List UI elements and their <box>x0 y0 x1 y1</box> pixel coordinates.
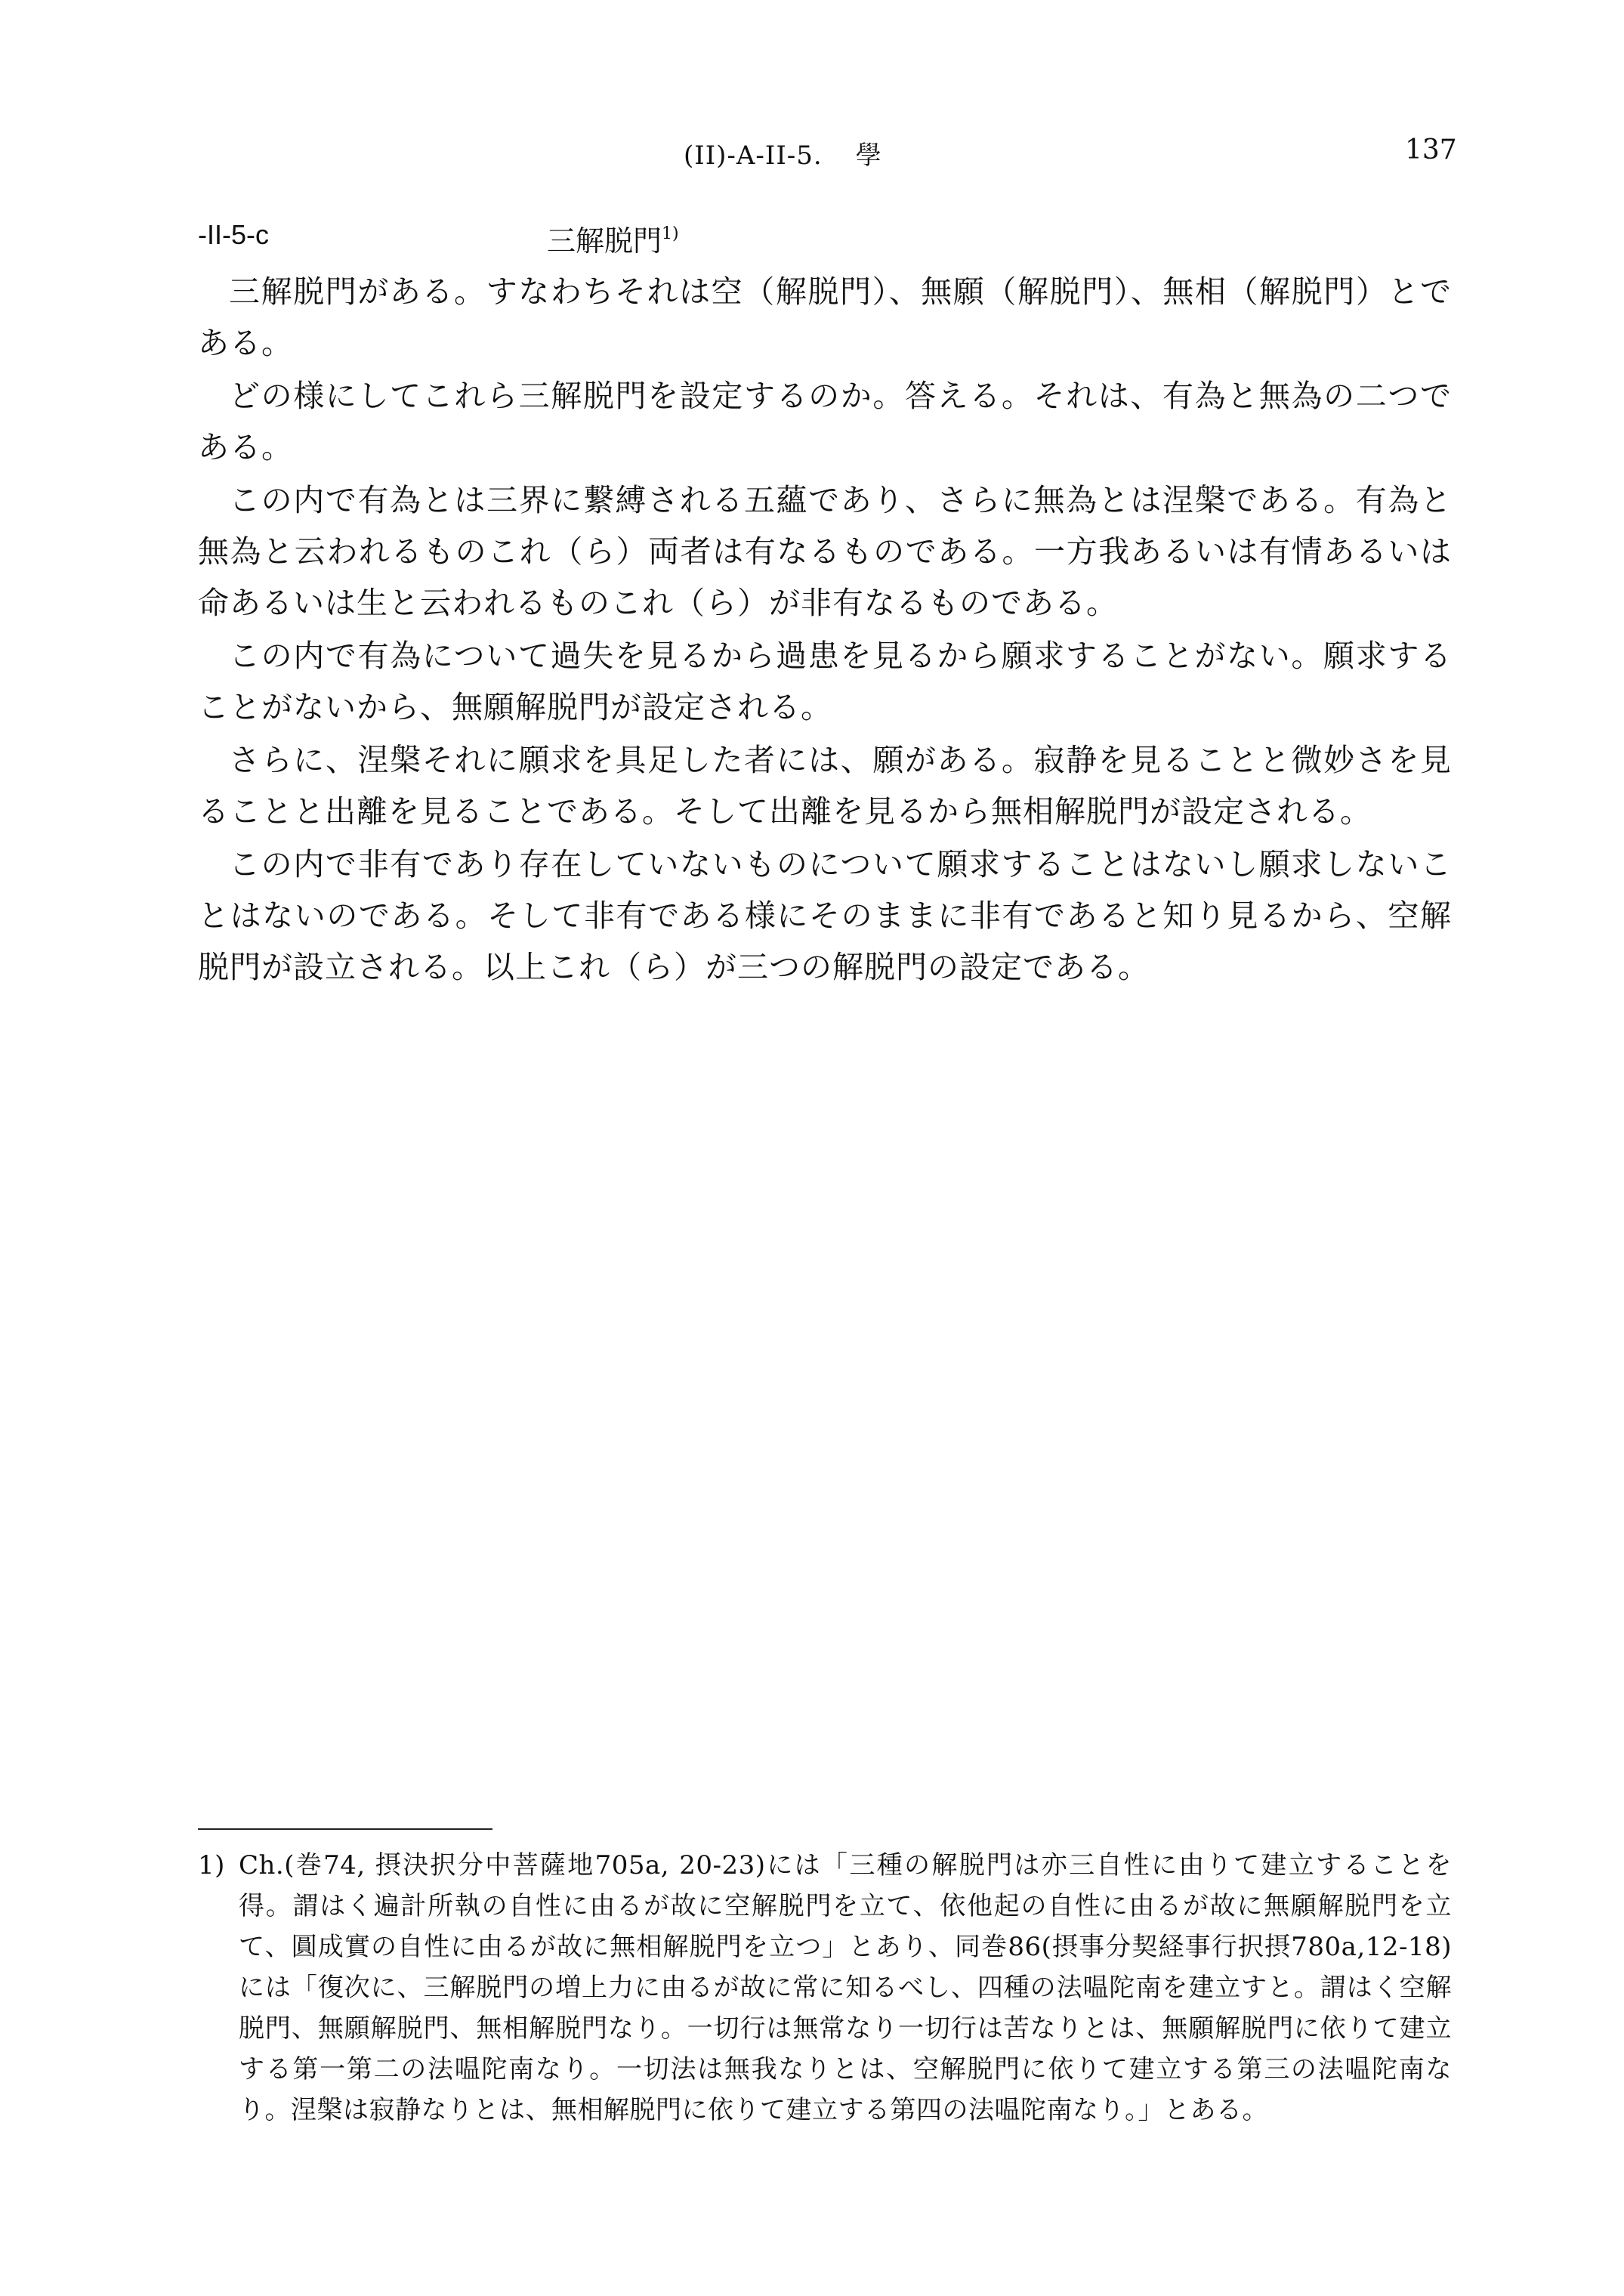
running-header <box>684 134 882 172</box>
footnote-divider <box>198 1828 492 1830</box>
footnote <box>198 1845 1452 2131</box>
section-code: -II-5-c <box>198 219 269 250</box>
section-title <box>547 218 679 259</box>
section-title-text: 三解脱門 <box>547 224 662 258</box>
paragraph: この内で有為とは三界に繋縛される五蘊であり、さらに無為とは涅槃である。有為と無為と云われるものこれ（ら）両者は有なるものである。一方我あるいは有情あるいは命あるいは生と云われるものこれ（ら）が非有なるものである。 <box>198 482 1452 621</box>
paragraph: この内で有為について過失を見るから過患を見るから願求することがない。願求することがないから、無願解脱門が設定される。 <box>198 638 1452 725</box>
paragraph: さらに、涅槃それに願求を具足した者には、願がある。寂静を見ることと微妙さを見ることと出離を見ることである。そして出離を見るから無相解脱門が設定される。 <box>198 742 1452 830</box>
footnote-text: Ch.(巻74, 摂決択分中菩薩地705a, 20-23)には「三種の解脱門は亦三自性に由りて建立することを得。謂はく遍計所執の自性に由るが故に空解脱門を立て、依他起の自性に由るが故に無願解脱門を立て、圓成實の自性に由るが故に無相解脱門を立つ」とあり、同巻86(摂事分契経事行択摂780a,12-18)には「復次に、三解脱門の増上力に由るが故に常に知るべし、四種の法嗢陀南を建立すと。謂はく空解脱門、無願解脱門、無相解脱門なり。一切行は無常なり一切行は苦なりとは、無願解脱門に依りて建立する第一第二の法嗢陀南なり。一切法は無我なりとは、空解脱門に依りて建立する第三の法嗢陀南なり。涅槃は寂静なりとは、無相解脱門に依りて建立する第四の法嗢陀南なり。」とある。 <box>239 1850 1452 2125</box>
paragraph: どの様にしてこれら三解脱門を設定するのか。答える。それは、有為と無為の二つである。 <box>198 378 1452 465</box>
running-header-word: 學 <box>855 141 882 171</box>
body-text <box>198 266 1452 994</box>
footnote-reference: 1) <box>662 224 679 243</box>
section-heading <box>198 218 1482 258</box>
paragraph: 三解脱門がある。すなわちそれは空（解脱門）、無願（解脱門）、無相（解脱門）とである。 <box>198 273 1452 361</box>
page-number: 137 <box>1405 134 1457 165</box>
paragraph: この内で非有であり存在していないものについて願求することはないし願求しないことはないのである。そして非有である様にそのままに非有であると知り見るから、空解脱門が設立される。以上これ（ら）が三つの解脱門の設定である。 <box>198 846 1452 985</box>
running-header-code: (II)-A-II-5. <box>684 141 823 171</box>
footnote-marker: 1) <box>198 1850 225 1880</box>
